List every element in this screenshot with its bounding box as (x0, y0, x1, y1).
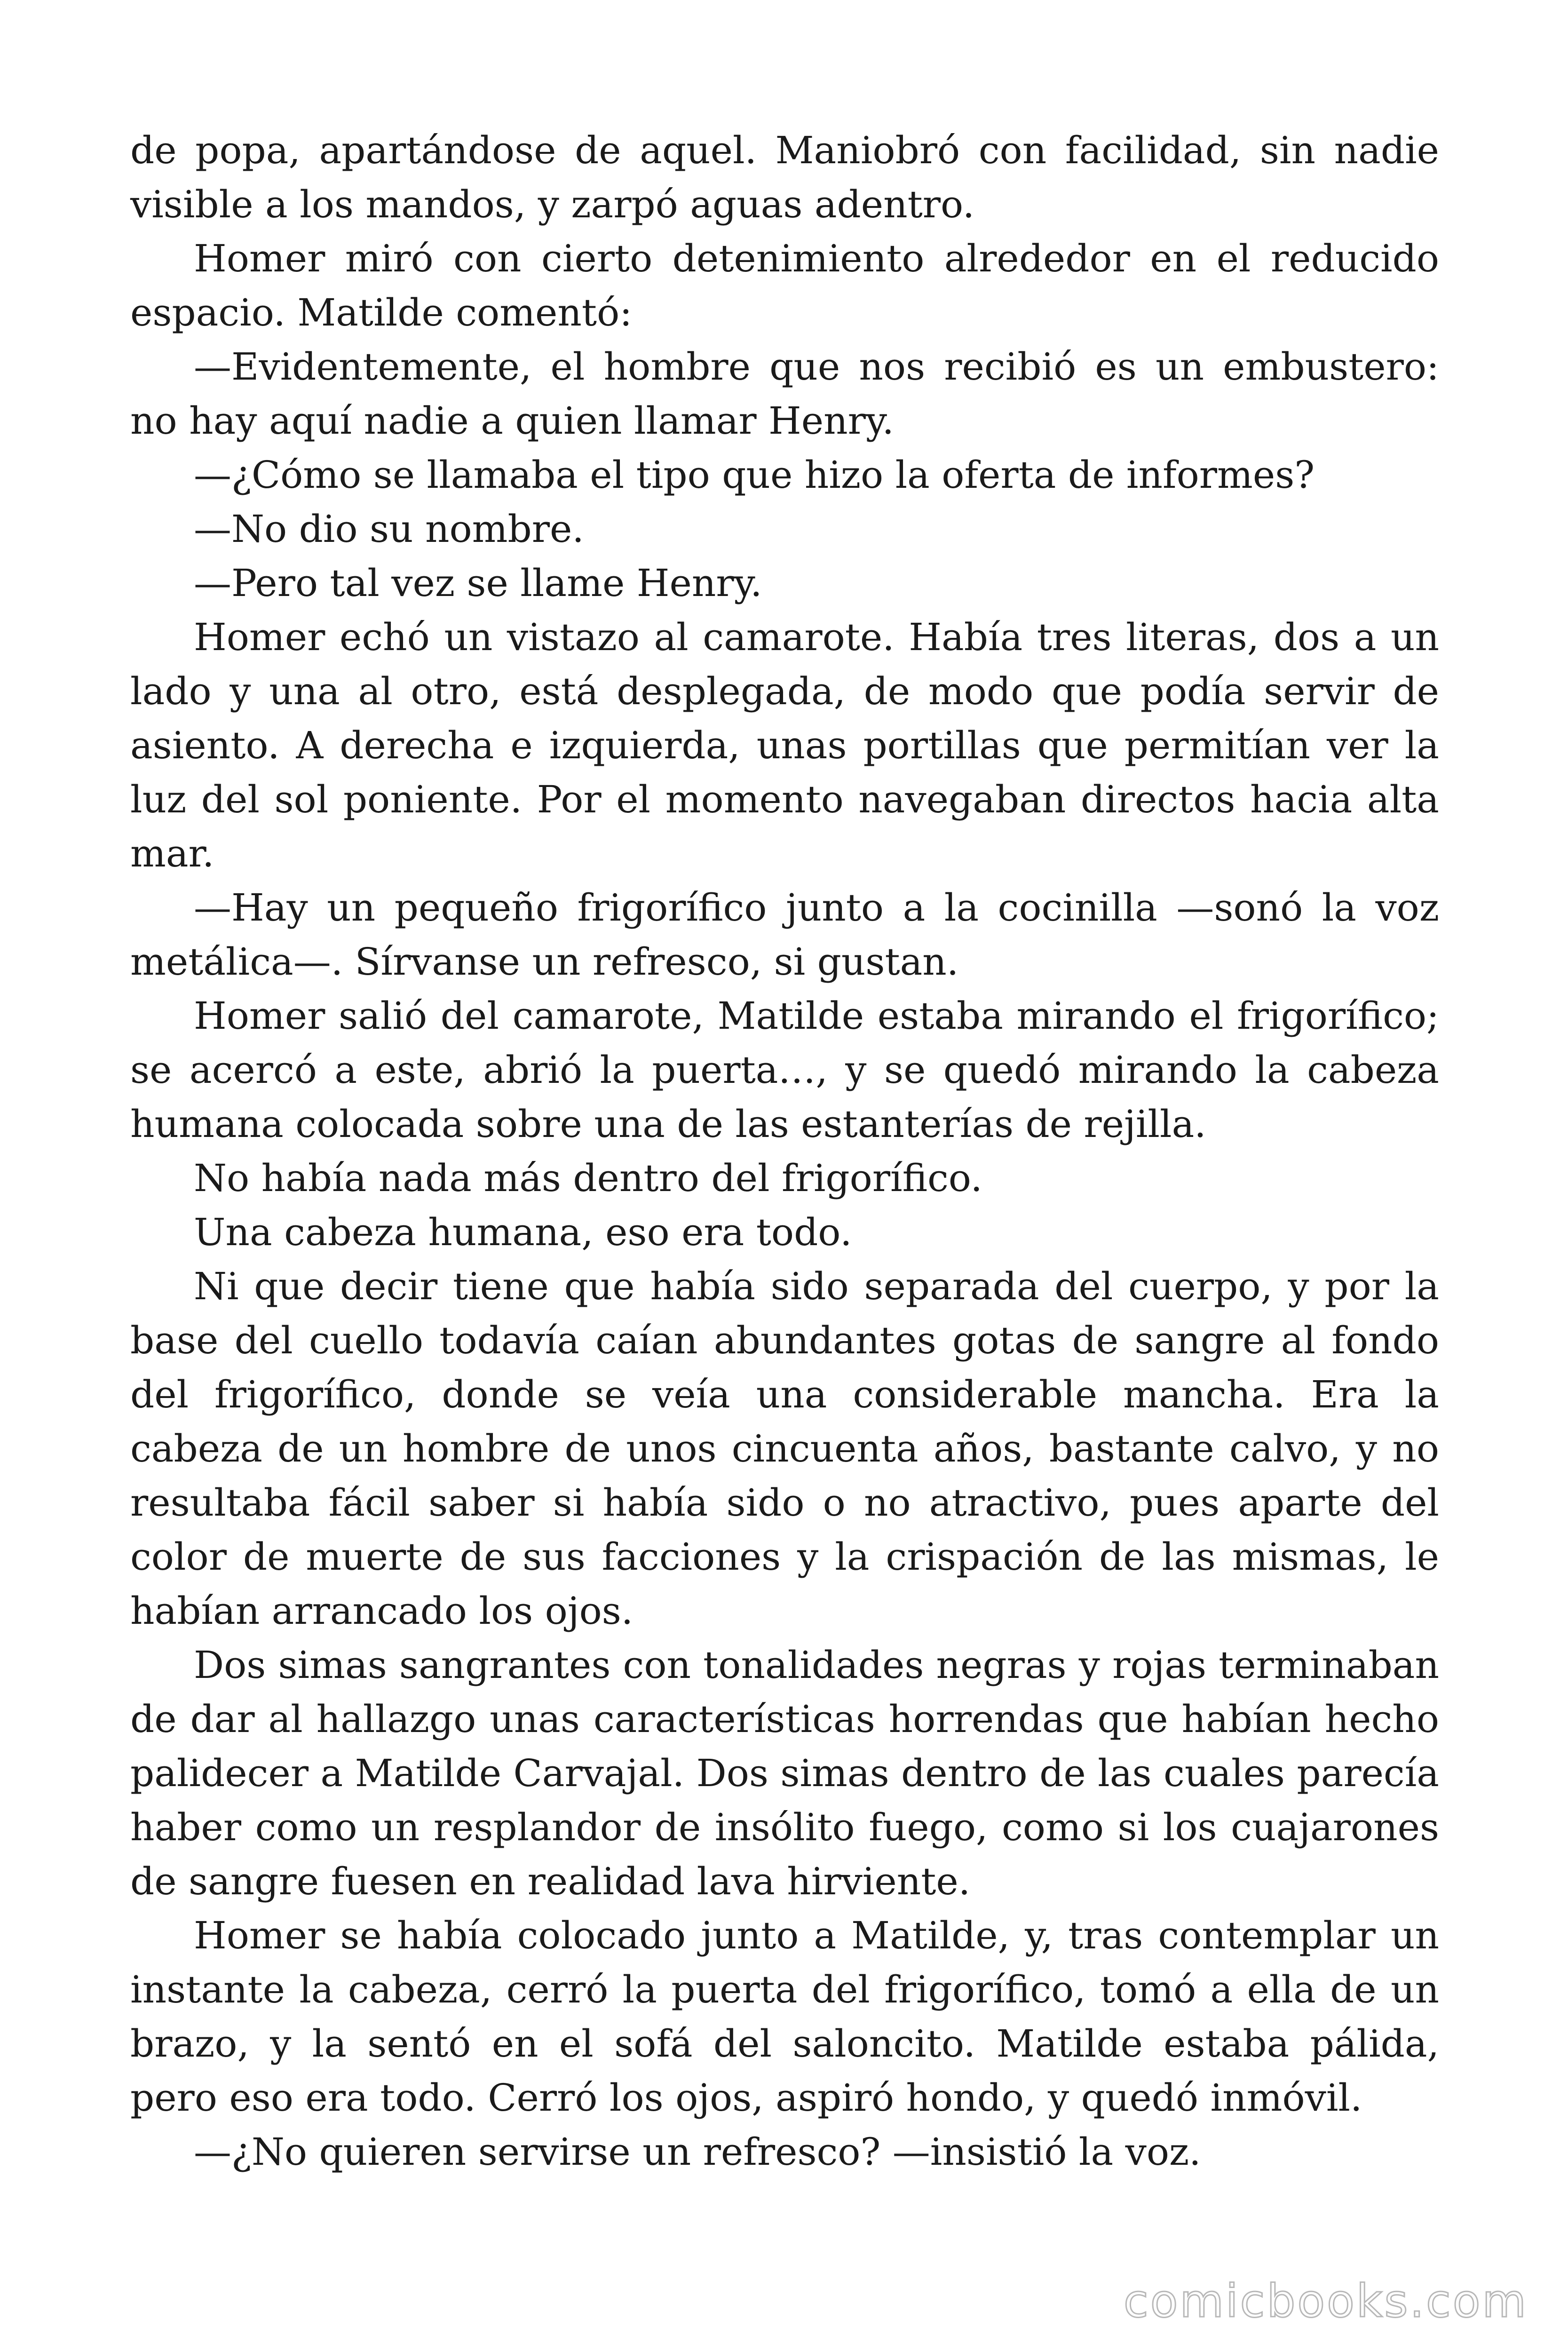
paragraph: Homer salió del camarote, Matilde estaba mirando el frigorífico; se acercó a este, abrió la puerta…, y se quedó mirando la cabeza humana colocada sobre una de las estanterías de rejilla. (130, 994, 1439, 1146)
dialogue-line: —No dio su nombre. (194, 507, 584, 551)
paragraph: Homer echó un vistazo al camarote. Había tres literas, dos a un lado y una al otro, está desplegada, de modo que podía servir de asiento. A derecha e izquierda, unas portillas que permitían ver la luz del sol poniente. Por el momento navegaban directos hacia alta mar. (130, 615, 1439, 875)
dialogue-line: —¿No quieren servirse un refresco? —insistió la voz. (194, 2130, 1201, 2174)
watermark: comicbooks.com (1123, 2275, 1528, 2328)
dialogue-line: —¿Cómo se llamaba el tipo que hizo la oferta de informes? (194, 453, 1315, 497)
paragraph: Ni que decir tiene que había sido separada del cuerpo, y por la base del cuello todavía caían abundantes gotas de sangre al fondo del frigorífico, donde se veía una considerable mancha. Era la cabeza de un hombre de unos cincuenta años, bastante calvo, y no resultaba fácil saber si había sido o no atractivo, pues aparte del color de muerte de sus facciones y la crispación de las mismas, le habían arrancado los ojos. (130, 1264, 1439, 1633)
dialogue-line: —Hay un pequeño frigorífico junto a la cocinilla —sonó la voz metálica—. Sírvanse un refresco, si gustan. (130, 886, 1439, 984)
paragraph: No había nada más dentro del frigorífico. (194, 1156, 982, 1200)
paragraph-continued: de popa, apartándose de aquel. Maniobró con facilidad, sin nadie visible a los mandos, y zarpó aguas adentro. (130, 128, 1439, 226)
book-page-text (130, 123, 1439, 2179)
paragraph: Dos simas sangrantes con tonalidades negras y rojas terminaban de dar al hallazgo unas características horrendas que habían hecho palidecer a Matilde Carvajal. Dos simas dentro de las cuales parecía haber como un resplandor de insólito fuego, como si los cuajarones de sangre fuesen en realidad lava hirviente. (130, 1643, 1439, 1903)
dialogue-line: —Evidentemente, el hombre que nos recibió es un embustero: no hay aquí nadie a quien llamar Henry. (130, 345, 1439, 443)
dialogue-line: —Pero tal vez se llame Henry. (194, 561, 762, 605)
paragraph: Homer miró con cierto detenimiento alrededor en el reducido espacio. Matilde comentó: (130, 237, 1439, 334)
paragraph: Homer se había colocado junto a Matilde, y, tras contemplar un instante la cabeza, cerró la puerta del frigorífico, tomó a ella de un brazo, y la sentó en el sofá del saloncito. Matilde estaba pálida, pero eso era todo. Cerró los ojos, aspiró hondo, y quedó inmóvil. (130, 1914, 1439, 2120)
paragraph: Una cabeza humana, eso era todo. (194, 1210, 852, 1254)
